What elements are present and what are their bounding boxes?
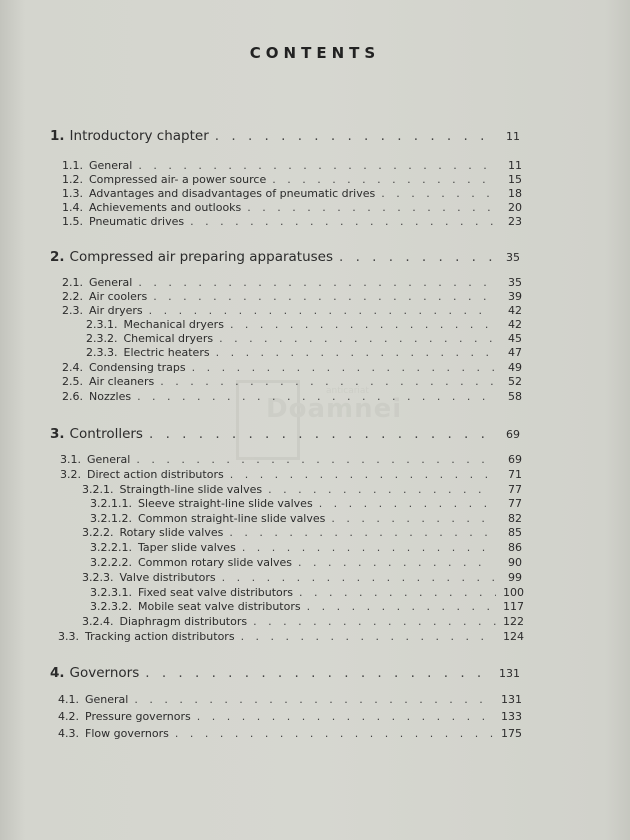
entry-page-number: 117: [503, 600, 524, 613]
entry-number: 2.3.3.: [86, 346, 118, 359]
entry-page-number: 23: [508, 215, 522, 228]
toc-entry-row: [60, 468, 522, 482]
entry-page-number: 90: [508, 556, 522, 569]
entry-title: General: [89, 276, 133, 289]
entry-number: 1.4.: [62, 201, 83, 214]
entry-page-number: 133: [501, 710, 522, 723]
entry-number: 3.2.3.: [82, 571, 114, 584]
entry-page-number: 124: [503, 630, 524, 643]
dot-leader: [247, 201, 494, 215]
entry-title: Common straight-line slide valves: [137, 512, 326, 525]
entry-page-number: 71: [508, 468, 522, 481]
toc-entry-row: [62, 159, 522, 173]
dot-leader: [137, 390, 494, 404]
dot-leader: [230, 318, 494, 332]
toc-entry-row: [62, 290, 522, 304]
dot-leader: [242, 541, 494, 555]
toc-entry-row: [90, 497, 522, 511]
entry-page-number: 100: [503, 586, 524, 599]
toc-entry-row: [62, 375, 522, 389]
entry-title: Pneumatic drives: [89, 215, 185, 228]
entry-page-number: 131: [499, 667, 520, 680]
entry-number: 1.: [50, 128, 65, 144]
entry-number: 1.2.: [62, 173, 83, 186]
toc-entry-row: [62, 276, 522, 290]
dot-leader: [298, 556, 494, 570]
entry-number: 3.1.: [60, 453, 81, 466]
entry-number: 4.3.: [58, 727, 79, 740]
entry-title: General: [87, 453, 131, 466]
entry-number: 3.2.3.1.: [90, 586, 132, 599]
entry-page-number: 77: [508, 497, 522, 510]
entry-title: Electric heaters: [123, 346, 210, 359]
entry-title: General: [85, 693, 129, 706]
entry-title: Nozzles: [89, 390, 132, 403]
dot-leader: [381, 187, 494, 201]
dot-leader: [215, 128, 492, 145]
toc-chapter-row: [50, 426, 520, 443]
entry-page-number: 69: [506, 428, 520, 441]
dot-leader: [230, 468, 494, 482]
entry-number: 2.2.: [62, 290, 83, 303]
toc-entry-row: [82, 615, 524, 629]
entry-page-number: 18: [508, 187, 522, 200]
toc-entry-row: [86, 346, 522, 360]
dot-leader: [331, 512, 494, 526]
entry-number: 3.2.2.2.: [90, 556, 132, 569]
dot-leader: [190, 215, 494, 229]
entry-title: Valve distributors: [119, 571, 216, 584]
entry-title: Mechanical dryers: [123, 318, 224, 331]
toc-entry-row: [90, 541, 522, 555]
entry-number: 1.5.: [62, 215, 83, 228]
entry-title: Achievements and outlooks: [89, 201, 242, 214]
entry-page-number: 42: [508, 304, 522, 317]
entry-number: 4.2.: [58, 710, 79, 723]
entry-number: 3.2.2.: [82, 526, 114, 539]
entry-page-number: 45: [508, 332, 522, 345]
toc-entry-row: [90, 586, 524, 600]
entry-page-number: 86: [508, 541, 522, 554]
entry-page-number: 131: [501, 693, 522, 706]
entry-number: 2.5.: [62, 375, 83, 388]
entry-title: Taper slide valves: [137, 541, 236, 554]
entry-number: 1.3.: [62, 187, 83, 200]
entry-number: 3.2.3.2.: [90, 600, 132, 613]
entry-number: 2.: [50, 249, 65, 265]
entry-number: 2.1.: [62, 276, 83, 289]
entry-page-number: 122: [503, 615, 524, 628]
entry-number: 3.2.1.2.: [90, 512, 132, 525]
toc-entry-row: [90, 600, 524, 614]
dot-leader: [197, 710, 494, 724]
entry-title: Mobile seat valve distributors: [137, 600, 301, 613]
dot-leader: [253, 615, 496, 629]
dot-leader: [138, 276, 494, 290]
entry-title: Condensing traps: [89, 361, 186, 374]
entry-title: Chemical dryers: [123, 332, 214, 345]
entry-title: Sleeve straight-line slide valves: [137, 497, 313, 510]
entry-page-number: 77: [508, 483, 522, 496]
toc-chapter-row: [50, 128, 520, 145]
dot-leader: [268, 483, 494, 497]
entry-number: 2.3.: [62, 304, 83, 317]
entry-page-number: 47: [508, 346, 522, 359]
toc-entry-row: [60, 453, 522, 467]
entry-number: 3.2.: [60, 468, 81, 481]
entry-number: 2.3.1.: [86, 318, 118, 331]
dot-leader: [339, 249, 492, 266]
entry-title: Advantages and disadvantages of pneumatic drives: [89, 187, 376, 200]
dot-leader: [175, 727, 494, 741]
entry-title: Direct action distributors: [87, 468, 224, 481]
entry-number: 3.2.1.: [82, 483, 114, 496]
entry-number: 3.2.4.: [82, 615, 114, 628]
entry-page-number: 49: [508, 361, 522, 374]
entry-page-number: 15: [508, 173, 522, 186]
entry-number: 3.: [50, 426, 65, 442]
dot-leader: [138, 159, 494, 173]
toc-entry-row: [90, 512, 522, 526]
dot-leader: [319, 497, 494, 511]
toc-chapter-row: [50, 665, 520, 682]
entry-page-number: 85: [508, 526, 522, 539]
toc-entry-row: [62, 390, 522, 404]
page-title: CONTENTS: [249, 44, 381, 62]
entry-title: General: [89, 159, 133, 172]
dot-leader: [229, 526, 494, 540]
dot-leader: [149, 304, 494, 318]
entry-title: Controllers: [69, 426, 143, 442]
entry-page-number: 82: [508, 512, 522, 525]
entry-number: 4.1.: [58, 693, 79, 706]
entry-title: Common rotary slide valves: [137, 556, 293, 569]
entry-page-number: 35: [508, 276, 522, 289]
entry-title: Pressure governors: [85, 710, 191, 723]
entry-title: Governors: [69, 665, 140, 681]
entry-page-number: 11: [508, 159, 522, 172]
entry-page-number: 58: [508, 390, 522, 403]
toc-entry-row: [86, 318, 522, 332]
entry-page-number: 39: [508, 290, 522, 303]
dot-leader: [307, 600, 496, 614]
watermark-text: Doamnei: [266, 394, 403, 424]
dot-leader: [241, 630, 496, 644]
toc-entry-row: [62, 201, 522, 215]
entry-number: 2.6.: [62, 390, 83, 403]
toc-entry-row: [58, 727, 522, 741]
dot-leader: [222, 571, 494, 585]
dot-leader: [145, 665, 492, 682]
dot-leader: [149, 426, 492, 443]
entry-number: 2.3.2.: [86, 332, 118, 345]
entry-page-number: 20: [508, 201, 522, 214]
entry-page-number: 52: [508, 375, 522, 388]
dot-leader: [216, 346, 494, 360]
entry-title: Air dryers: [89, 304, 143, 317]
entry-page-number: 11: [506, 130, 520, 143]
toc-entry-row: [62, 173, 522, 187]
entry-number: 2.4.: [62, 361, 83, 374]
toc-entry-row: [62, 215, 522, 229]
toc-entry-row: [58, 710, 522, 724]
dot-leader: [153, 290, 494, 304]
entry-page-number: 42: [508, 318, 522, 331]
dot-leader: [192, 361, 494, 375]
entry-title: Fixed seat valve distributors: [137, 586, 294, 599]
entry-page-number: 175: [501, 727, 522, 740]
entry-title: Rotary slide valves: [119, 526, 224, 539]
entry-number: 3.2.2.1.: [90, 541, 132, 554]
watermark-sub: anticariat: [326, 386, 369, 396]
toc-chapter-row: [50, 249, 520, 266]
entry-title: Straingth-line slide valves: [119, 483, 263, 496]
entry-number: 4.: [50, 665, 65, 681]
dot-leader: [219, 332, 494, 346]
entry-title: Flow governors: [85, 727, 169, 740]
toc-entry-row: [58, 693, 522, 707]
dot-leader: [299, 586, 496, 600]
toc-entry-row: [82, 526, 522, 540]
dot-leader: [134, 693, 494, 707]
dot-leader: [136, 453, 494, 467]
entry-page-number: 35: [506, 251, 520, 264]
toc-entry-row: [62, 187, 522, 201]
entry-title: Compressed air preparing apparatuses: [69, 249, 334, 265]
entry-title: Introductory chapter: [69, 128, 209, 144]
entry-number: 3.3.: [58, 630, 79, 643]
entry-title: Diaphragm distributors: [119, 615, 248, 628]
toc-entry-row: [62, 304, 522, 318]
toc-entry-row: [86, 332, 522, 346]
entry-title: Air coolers: [89, 290, 148, 303]
toc-entry-row: [82, 483, 522, 497]
toc-entry-row: [82, 571, 522, 585]
dot-leader: [272, 173, 494, 187]
entry-page-number: 69: [508, 453, 522, 466]
entry-title: Air cleaners: [89, 375, 155, 388]
toc-entry-row: [58, 630, 524, 644]
toc-entry-row: [62, 361, 522, 375]
entry-page-number: 99: [508, 571, 522, 584]
dot-leader: [160, 375, 494, 389]
entry-title: Compressed air- a power source: [89, 173, 267, 186]
entry-number: 1.1.: [62, 159, 83, 172]
entry-number: 3.2.1.1.: [90, 497, 132, 510]
toc-entry-row: [90, 556, 522, 570]
entry-title: Tracking action distributors: [85, 630, 235, 643]
